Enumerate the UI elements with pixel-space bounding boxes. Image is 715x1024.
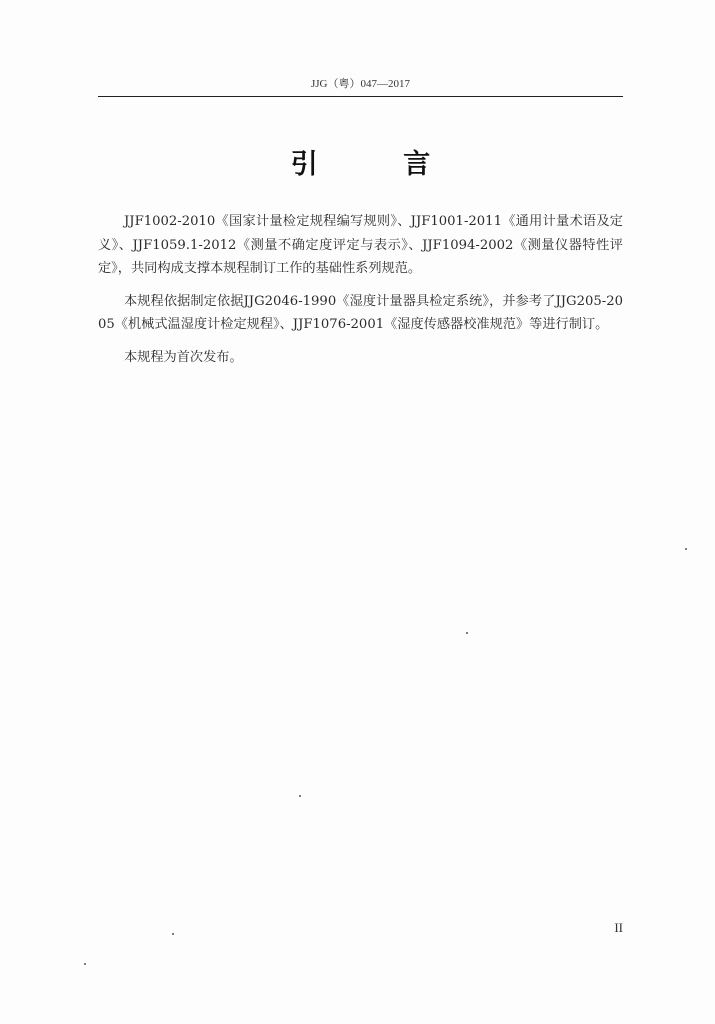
body-text bbox=[98, 210, 623, 378]
scan-speck bbox=[685, 548, 687, 550]
page-title: 引 言 bbox=[290, 149, 469, 180]
scan-speck bbox=[172, 933, 174, 935]
paragraph-references: JJF1002-2010《国家计量检定规程编写规则》、JJF1001-2011《通用计量术语及定义》、JJF1059.1-2012《测量不确定度评定与表示》、JJF1094-2002《测量仪器特性评定》，共同构成支撑本规程制订工作的基础性系列规范。 bbox=[98, 214, 623, 276]
running-header: JJG（粤）047—2017 bbox=[98, 76, 623, 97]
scan-speck bbox=[299, 795, 301, 797]
paragraph-first-release: 本规程为首次发布。 bbox=[124, 349, 243, 365]
scan-speck bbox=[84, 963, 86, 965]
scan-speck bbox=[466, 632, 468, 634]
paragraph-basis: 本规程依据制定依据JJG2046-1990《湿度计量器具检定系统》，并参考了JJG205-2005《机械式温湿度计检定规程》、JJF1076-2001《湿度传感器校准规范》等进行制订。 bbox=[98, 293, 623, 332]
page-number: II bbox=[614, 920, 623, 935]
